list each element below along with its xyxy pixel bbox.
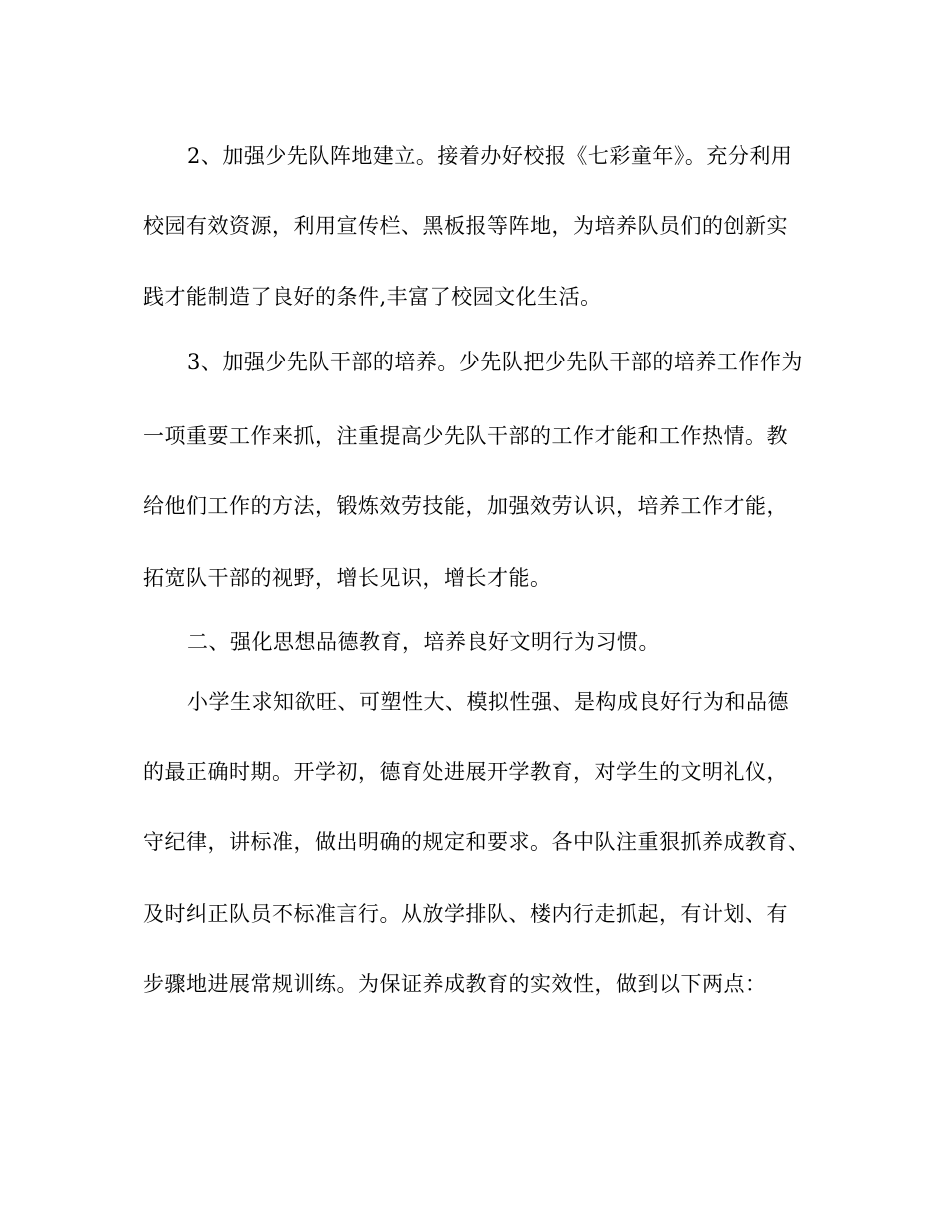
- paragraph-2-line-1: 2、加强少先队阵地建立。接着办好校报《七彩童年》。充分利用: [187, 144, 793, 168]
- paragraph-3-line-2: 一项重要工作来抓，注重提高少先队干部的工作才能和工作热情。教: [143, 424, 788, 448]
- paragraph-2-line-3: 践才能制造了良好的条件,丰富了校园文化生活。: [143, 285, 602, 309]
- paragraph-3-line-1: 3、加强少先队干部的培养。少先队把少先队干部的培养工作作为: [187, 350, 803, 374]
- paragraph-4-line-5: 步骤地进展常规训练。为保证养成教育的实效性，做到以下两点：: [143, 972, 767, 996]
- paragraph-4-line-1: 小学生求知欲旺、可塑性大、模拟性强、是构成良好行为和品德: [187, 690, 789, 714]
- section-heading: 二、强化思想品德教育，培养良好文明行为习惯。: [187, 630, 660, 654]
- paragraph-2-line-2: 校园有效资源，利用宣传栏、黑板报等阵地，为培养队员们的创新实: [143, 214, 788, 238]
- paragraph-4-line-2: 的最正确时期。开学初，德育处进展开学教育，对学生的文明礼仪，: [143, 760, 788, 784]
- paragraph-4-line-3: 守纪律，讲标准，做出明确的规定和要求。各中队注重狠抓养成教育、: [143, 830, 810, 854]
- paragraph-4-line-4: 及时纠正队员不标准言行。从放学排队、楼内行走抓起，有计划、有: [143, 902, 788, 926]
- paragraph-3-line-4: 拓宽队干部的视野，增长见识，增长才能。: [143, 566, 552, 590]
- paragraph-3-line-3: 给他们工作的方法，锻炼效劳技能，加强效劳认识，培养工作才能，: [143, 494, 788, 518]
